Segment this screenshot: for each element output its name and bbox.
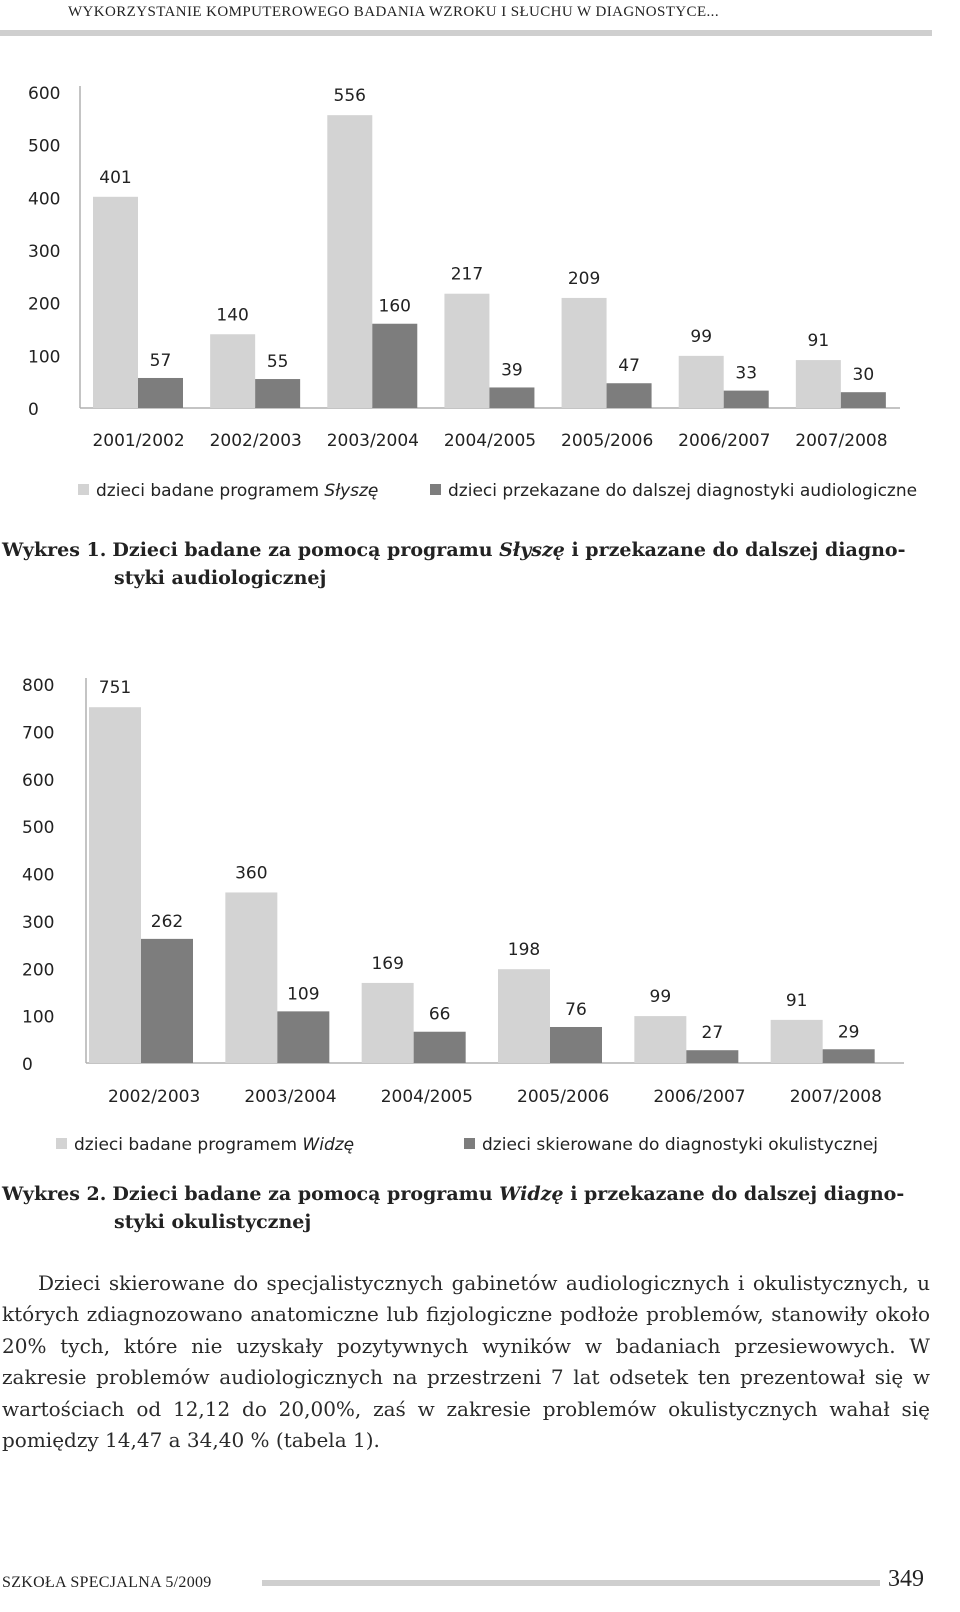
y-tick-label: 700 (22, 723, 55, 744)
y-tick-label: 800 (22, 676, 55, 696)
x-tick-label: 2003/2004 (326, 431, 419, 451)
chart-1 (0, 70, 932, 590)
x-tick-label: 2005/2006 (561, 431, 654, 451)
data-label-series-2: 27 (701, 1023, 724, 1044)
bar-series-2 (138, 378, 183, 408)
x-tick-label: 2006/2007 (653, 1087, 746, 1107)
data-label-series-2: 66 (428, 1004, 451, 1025)
bar-series-2 (255, 379, 300, 408)
bar-series-2 (489, 387, 534, 408)
caption-2-title-line2: styki okulistycznej (114, 1211, 312, 1233)
caption-2-label: Wykres 2. (2, 1183, 107, 1205)
data-label-series-1: 556 (333, 86, 367, 107)
data-label-series-1: 751 (98, 678, 132, 699)
data-label-series-2: 29 (837, 1022, 860, 1043)
data-label-series-1: 198 (507, 940, 541, 961)
data-label-series-1: 217 (450, 264, 484, 285)
bar-series-1 (93, 197, 138, 408)
bar-series-1 (327, 115, 372, 408)
y-tick-label: 600 (28, 84, 61, 104)
legend-swatch (464, 1138, 475, 1149)
y-tick-label: 100 (22, 1007, 55, 1028)
running-header: WYKORZYSTANIE KOMPUTEROWEGO BADANIA WZROKU I SŁUCHU W DIAGNOSTYCE... (68, 4, 719, 20)
bar-series-1 (562, 298, 607, 408)
data-label-series-2: 30 (852, 365, 875, 386)
data-label-series-2: 109 (287, 984, 320, 1005)
body-text (2, 1268, 930, 1456)
data-label-series-2: 57 (149, 350, 172, 371)
x-tick-label: 2001/2002 (92, 431, 185, 451)
legend-entry-series-1: dzieci badane programem Słyszę (96, 481, 379, 501)
data-label-series-2: 39 (501, 360, 523, 381)
bar-series-1 (210, 334, 255, 408)
data-label-series-1: 99 (649, 987, 672, 1008)
page-number: 349 (888, 1566, 924, 1592)
data-label-series-2: 33 (735, 363, 758, 384)
y-tick-label: 500 (28, 136, 61, 157)
x-tick-label: 2002/2003 (108, 1087, 201, 1107)
caption-1-title-line2: styki audiologicznej (114, 567, 327, 589)
bar-series-1 (498, 969, 550, 1063)
y-tick-label: 400 (22, 865, 55, 886)
data-label-series-1: 401 (99, 167, 132, 188)
bar-series-1 (796, 360, 841, 408)
data-label-series-2: 55 (266, 352, 289, 373)
y-tick-label: 0 (22, 1055, 33, 1075)
x-tick-label: 2007/2008 (795, 431, 888, 451)
y-tick-label: 200 (22, 960, 55, 981)
y-tick-label: 0 (28, 400, 39, 420)
caption-2 (2, 1180, 932, 1236)
data-label-series-1: 169 (371, 953, 404, 974)
bar-series-2 (841, 392, 886, 408)
bar-series-2 (141, 939, 193, 1063)
y-tick-label: 100 (28, 347, 61, 368)
header-rule (0, 30, 932, 36)
legend-entry-series-2: dzieci przekazane do dalszej diagnostyki audiologiczne (448, 481, 918, 501)
bar-series-2 (724, 391, 769, 408)
data-label-series-2: 160 (378, 296, 412, 317)
bar-series-2 (277, 1011, 329, 1063)
legend-entry-series-1: dzieci badane programem Widzę (74, 1135, 355, 1155)
y-tick-label: 300 (28, 242, 61, 262)
y-tick-label: 500 (22, 818, 55, 839)
y-tick-label: 600 (22, 770, 55, 791)
bar-series-1 (225, 892, 277, 1063)
chart-2 (0, 660, 932, 1180)
caption-1 (2, 536, 932, 592)
x-tick-label: 2004/2005 (380, 1087, 473, 1107)
y-tick-label: 400 (28, 189, 61, 210)
legend-swatch (78, 484, 89, 495)
bar-series-1 (444, 294, 489, 408)
footer-rule (262, 1580, 880, 1586)
legend-swatch (56, 1138, 67, 1149)
data-label-series-1: 91 (785, 990, 808, 1011)
data-label-series-2: 262 (150, 911, 184, 932)
bar-series-2 (823, 1049, 875, 1063)
caption-1-title: Dzieci badane za pomocą programu Słyszę i przekazane do dalszej diagno- (112, 539, 906, 561)
data-label-series-1: 140 (216, 305, 249, 326)
x-tick-label: 2004/2005 (443, 431, 537, 451)
legend-entry-series-2: dzieci skierowane do diagnostyki okulistycznej (482, 1135, 879, 1155)
x-tick-label: 2005/2006 (517, 1087, 610, 1107)
x-tick-label: 2007/2008 (789, 1087, 882, 1107)
body-paragraph: Dzieci skierowane do specjalistycznych gabinetów audiologicznych i okulistycznych, u których zdiagnozowano anatomiczne lub fizjologiczne podłoże problemów, stanowiły około 20% tych, które nie uzyskały pozytywnych wyników w badaniach przesiewowych. W zakresie problemów audiologicznych na przestrzeni 7 lat odsetek ten prezentował się w wartościach od 12,12 do 20,00%, zaś w zakresie problemów okulistycznych wahał się pomiędzy 14,47 a 34,40 % (tabela 1). (2, 1271, 930, 1453)
bar-series-2 (414, 1032, 466, 1063)
data-label-series-2: 47 (618, 356, 640, 377)
data-label-series-1: 99 (690, 326, 713, 347)
data-label-series-1: 360 (235, 863, 268, 884)
caption-1-label: Wykres 1. (2, 539, 107, 561)
bar-series-1 (634, 1016, 686, 1063)
data-label-series-2: 76 (565, 999, 587, 1020)
legend-swatch (430, 484, 441, 495)
x-tick-label: 2003/2004 (244, 1087, 337, 1107)
bar-series-1 (679, 356, 724, 408)
bar-series-1 (362, 983, 414, 1063)
bar-series-1 (771, 1020, 823, 1063)
x-tick-label: 2006/2007 (678, 431, 771, 451)
bar-series-2 (686, 1050, 738, 1063)
x-tick-label: 2002/2003 (209, 431, 302, 451)
bar-series-1 (89, 707, 141, 1063)
bar-series-2 (550, 1027, 602, 1063)
bar-series-2 (372, 324, 417, 408)
data-label-series-1: 91 (807, 331, 830, 352)
caption-2-title: Dzieci badane za pomocą programu Widzę i przekazane do dalszej diagno- (112, 1183, 905, 1205)
data-label-series-1: 209 (567, 268, 601, 289)
y-tick-label: 300 (22, 912, 55, 933)
footer-journal: SZKOŁA SPECJALNA 5/2009 (2, 1574, 212, 1591)
y-tick-label: 200 (28, 294, 61, 315)
bar-series-2 (607, 383, 652, 408)
